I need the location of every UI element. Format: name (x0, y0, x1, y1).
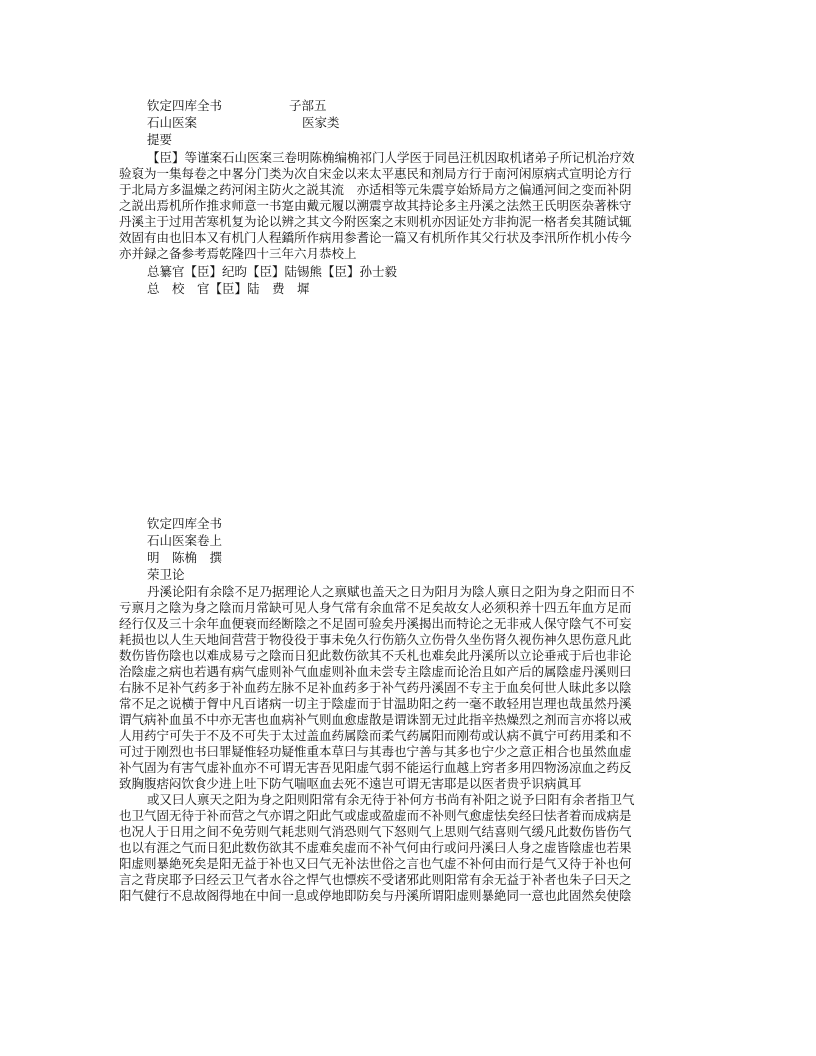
book-title: 石山医案 (147, 115, 198, 130)
preface-line: 【臣】等谨案石山医案三卷明陈桷编桷祁门人学医于同邑汪机因取机诸弟子所记机治疗效 (147, 150, 635, 165)
chapter-title: 荣卫论 (147, 567, 185, 582)
paragraph-line: 可过于刚烈也书曰罪疑惟轻功疑惟重本草曰与其毒也宁善与其多也宁少之意正相合也虽然血虚 (119, 744, 632, 759)
author-line: 明 陈桷 撰 (147, 550, 223, 565)
paragraph-line: 右脉不足补气药多于补血药左脉不足补血药多于补气药丹溪固不专主于血矣何世人昧此多以陰 (119, 680, 632, 695)
paragraph-line: 常不足之说横于胷中凡百诸病一切主于陰虚而于甘温助阳之药一毫不敢轻用岂理也哉虽然丹溪 (119, 696, 632, 711)
subcategory-label: 医家类 (302, 115, 340, 130)
paragraph-line: 经行仅及三十余年血便衰而经断陰之不足固可验矣丹溪揭出而特论之无非戒人保守陰气不可妄 (119, 616, 632, 631)
paragraph-line: 也以有涯之气而日犯此数伤欲其不虚难矣虚而不补气何由行或问丹溪曰人身之虚皆陰虚也若果 (119, 840, 632, 855)
preface-line: 亦并録之备参考焉乾隆四十三年六月恭校上 (119, 246, 357, 261)
paragraph-line: 致胸腹痞闷饮食少进上吐下防气喘呕血去死不遠岂可谓无害耶是以医者贵乎识病眞耳 (119, 776, 582, 791)
paragraph-line: 治陰虚之病也若遇有病气虚则补气血虚则补血未尝专主陰虚而论治且如产后的属陰虚丹溪则曰 (119, 664, 632, 679)
editor-credit: 总纂官【臣】纪昀【臣】陆锡熊【臣】孙士毅 (147, 264, 398, 279)
volume-title: 石山医案卷上 (147, 533, 223, 548)
paragraph-line: 言之背戾耶予曰经云卫气者水谷之悍气也慓疾不受诸邪此则阳常有余无益于补者也朱子曰天之 (119, 872, 632, 887)
paragraph-line: 也况人于日用之间不免劳则气耗悲则气消恐则气下怒则气上思则气结喜则气缓凡此数伤皆伤气 (119, 824, 632, 839)
preface-line: 验裒为一集每卷之中畧分门类为次自宋金以来太平惠民和剂局方行于南河闲原病式宣明论方行 (119, 166, 632, 181)
paragraph-line: 人用药宁可失于不及不可失于太过盖血药属陰而柔气药属阳而刚苟或认病不眞宁可药用柔和不 (119, 728, 632, 743)
preface-line: 丹溪主于过用苦寒机复为论以辨之其文今附医案之末则机亦因证处方非拘泥一格者矣其随试辄 (119, 214, 632, 229)
paragraph-line: 亏禀月之陰为身之陰而月常缺可见人身气常有余血常不足矣故女人必须积养十四五年血方足而 (119, 600, 632, 615)
paragraph-line: 或又曰人禀天之阳为身之阳则阳常有余无待于补何方书尚有补阳之说予曰阳有余者指卫气 (147, 792, 635, 807)
paragraph-line: 耗损也以人生天地间营营于物役役于事未免久行伤筋久立伤骨久坐伤肾久视伤神久思伤意凡此 (119, 632, 632, 647)
header-line-2 (147, 115, 727, 130)
paragraph-line: 阳气健行不息故阁得地在中间一息或停地即防矣与丹溪所谓阳虚则暴絶同一意也此固然矣使陰 (119, 888, 632, 903)
preface-line: 之説出焉机所作推求师意一书寔由戴元履以溯震亨故其持论多主丹溪之法然王氏明医杂著株守 (119, 198, 632, 213)
header-line-1 (147, 98, 727, 113)
paragraph-line: 数伤皆伤陰也以难成易亏之陰而日犯此数伤欲其不夭札也难矣此丹溪所以立论垂戒于后也非论 (119, 648, 632, 663)
category-label: 子部五 (289, 98, 327, 113)
preface-line: 于北局方多温燥之药河闲主防火之説其流 亦适相等元朱震亨始矫局方之偏通河间之变而补阴 (119, 182, 632, 197)
paragraph-line: 丹溪论阳有余陰不足乃据理论人之禀赋也盖天之日为阳月为陰人禀日之阳为身之阳而日不 (147, 584, 635, 599)
paragraph-line: 补气固为有害气虚补血亦不可谓无害吾见阳虚气弱不能运行血越上窍者多用四物汤凉血之药反 (119, 760, 632, 775)
section-title: 提要 (147, 132, 173, 147)
preface-line: 效固有由也旧本又有机门人程鐈所作病用参耆论一篇又有机所作其父行状及李汛所作机小传今 (119, 230, 632, 245)
library-title: 钦定四库全书 (147, 98, 223, 113)
paragraph-line: 谓气病补血虽不中亦无害也血病补气则血愈虚散是谓诛罰无过此指辛热燥烈之剂而言亦将以戒 (119, 712, 632, 727)
paragraph-line: 阳虚则暴絶死矣是阳无益于补也又曰气无补法世俗之言也气虚不补何由而行是气又待于补也何 (119, 856, 632, 871)
library-title: 钦定四库全书 (147, 516, 223, 531)
paragraph-line: 也卫气固无待于补而营之气亦谓之阳此气或虚或盈虚而不补则气愈虚怯矣经曰怯者着而成病是 (119, 808, 632, 823)
proofreader-credit: 总 校 官【臣】陆 费 墀 (147, 281, 310, 296)
